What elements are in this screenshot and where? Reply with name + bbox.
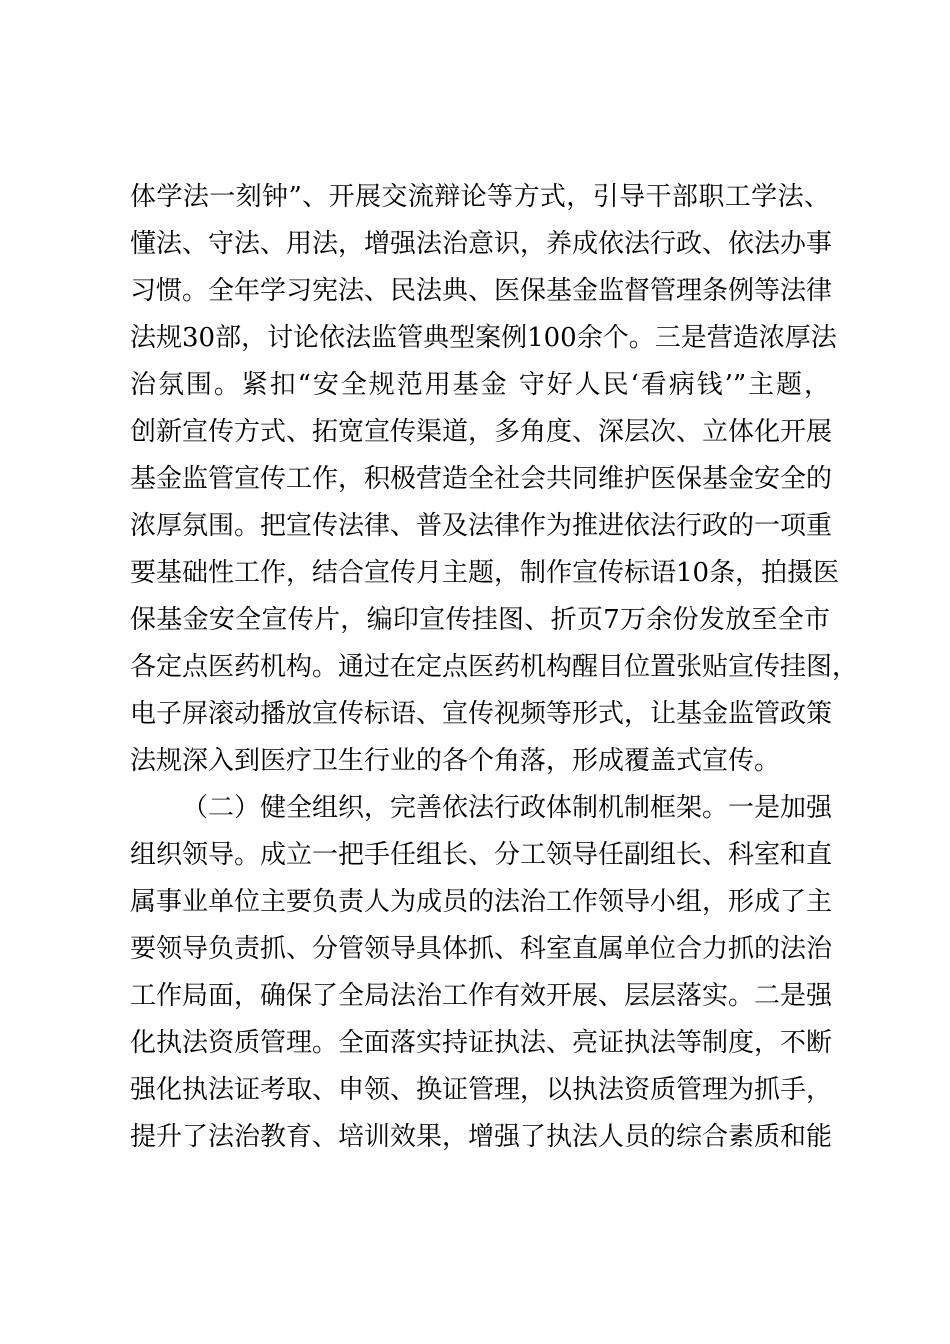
text-line: 属事业单位主要负责人为成员的法治工作领导小组，形成了主 <box>130 887 833 917</box>
section-heading-line: （二）健全组织，完善依法行政体制机制框架。一是加强 <box>182 793 833 823</box>
text-line: 创新宣传方式、拓宽宣传渠道，多角度、深层次、立体化开展 <box>130 417 833 447</box>
text-line: 习惯。全年学习宪法、民法典、医保基金监督管理条例等法律 <box>130 276 833 306</box>
text-line: 基金监管宣传工作，积极营造全社会共同维护医保基金安全的 <box>130 464 833 494</box>
text-line: 要基础性工作，结合宣传月主题，制作宣传标语10条，拍摄医 <box>130 558 840 588</box>
text-line: 组织领导。成立一把手任组长、分工领导任副组长、科室和直 <box>130 840 833 870</box>
text-line: 各定点医药机构。通过在定点医药机构醒目位置张贴宣传挂图， <box>130 652 859 682</box>
paragraph-end-line: 法规深入到医疗卫生行业的各个角落，形成覆盖式宣传。 <box>130 746 781 776</box>
text-line: 要领导负责抓、分管领导具体抓、科室直属单位合力抓的法治 <box>130 934 833 964</box>
text-line: 浓厚氛围。把宣传法律、普及法律作为推进依法行政的一项重 <box>130 511 833 541</box>
body-text <box>130 174 859 1161</box>
text-line: 懂法、守法、用法，增强法治意识，养成依法行政、依法办事 <box>130 229 833 259</box>
text-line: 提升了法治教育、培训效果，增强了执法人员的综合素质和能 <box>130 1122 833 1152</box>
text-line: 化执法资质管理。全面落实持证执法、亮证执法等制度，不断 <box>130 1028 833 1058</box>
text-line: 法规30部，讨论依法监管典型案例100余个。三是营造浓厚法 <box>130 323 837 353</box>
text-line: 强化执法证考取、申领、换证管理，以执法资质管理为抓手， <box>130 1075 833 1105</box>
text-line: 工作局面，确保了全局法治工作有效开展、层层落实。二是强 <box>130 981 833 1011</box>
text-line: 治氛围。紧扣“安全规范用基金 守好人民‘看病钱’”主题， <box>130 370 830 400</box>
text-line: 电子屏滚动播放宣传标语、宣传视频等形式，让基金监管政策 <box>130 699 833 729</box>
text-line: 体学法一刻钟”、开展交流辩论等方式，引导干部职工学法、 <box>130 182 830 212</box>
text-line: 保基金安全宣传片，编印宣传挂图、折页7万余份发放至全市 <box>130 605 830 635</box>
